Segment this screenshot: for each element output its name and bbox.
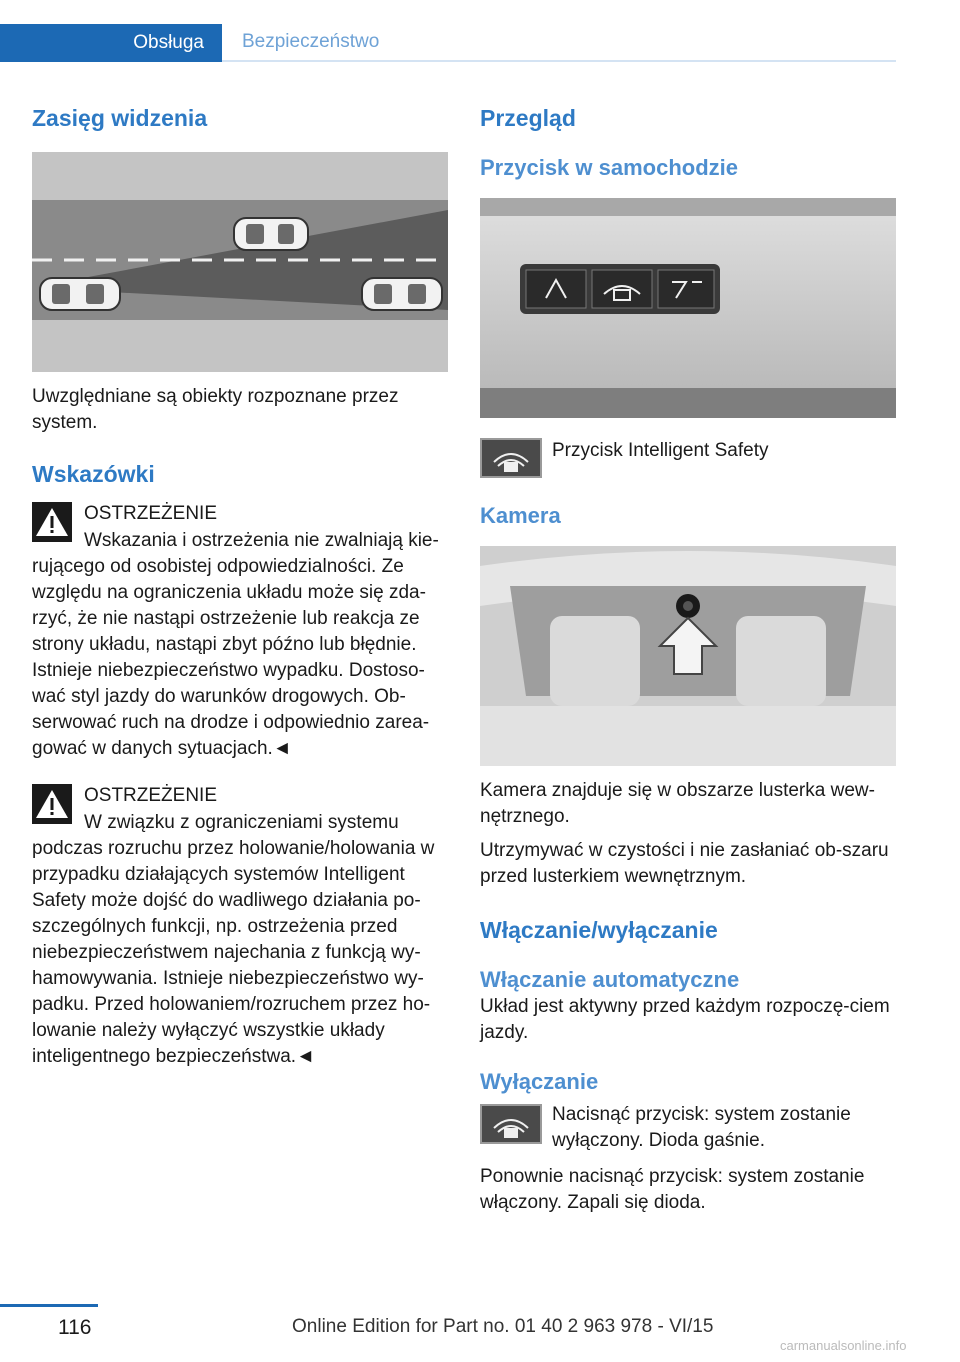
auto-on-title: Włączanie automatyczne: [480, 967, 740, 992]
notes-title: Wskazówki: [32, 461, 155, 487]
warning-1-title: OSTRZEŻENIE: [84, 503, 218, 524]
camera-figure: [480, 546, 896, 766]
warning-2-body: podczas rozruchu przez holowanie/holowania w przypadku działających systemów Intelligent Safety może dojść do wadliwego działania po-szczególnych funkcji, np. ostrzeżenia przed niebezpieczeństwem najechania z funkcją wy-hamowywania. Istnieje niebezpieczeństwo wy-padku. Przed holowaniem/rozruchem przez ho-lowanie należy wyłączyć wszystkie układy inteligentnego bezpieczeństwa.◄: [32, 838, 435, 1067]
off-text: Nacisnąć przycisk: system zostanie wyłączony. Dioda gaśnie.: [552, 1104, 851, 1151]
onoff-title: Włączanie/wyłączanie: [480, 917, 718, 943]
tab-underline: [222, 60, 896, 62]
warning-box-1: [32, 500, 448, 762]
button-in-car-title: Przycisk w samochodzie: [480, 155, 738, 180]
warning-1-body: rującego od osobistej odpowiedzialności. Ze względu na ograniczenia układu może się zda-rzyć, że nie nastąpi ostrzeżenie lub reakcja ze strony układu, nastąpi zbyt późno lub błędnie. Istnieje niebezpieczeństwo wypadku. Dostoso-wać styl jazdy do warunków drogowych. Ob-serwować ruch na drodze i odpowiednio zarea-gować w danych sytuacjach.◄: [32, 556, 430, 759]
off-button-row: [480, 1102, 896, 1154]
warning-box-2: [32, 782, 448, 1070]
section-title-zasieg: Zasięg widzenia: [32, 105, 208, 131]
chapter-tabs: [0, 24, 896, 62]
warning-1-body-start: Wskazania i ostrzeżenia nie zwalniają kie-: [84, 530, 439, 551]
intelligent-safety-button-icon: [480, 438, 542, 478]
camera-title: Kamera: [480, 503, 561, 528]
page-number: 116: [58, 1316, 92, 1339]
figure-caption: Uwzględniane są obiekty rozpoznane przez system.: [32, 386, 399, 433]
button-panel-figure: [480, 198, 896, 418]
overview-title: Przegląd: [480, 105, 576, 131]
camera-illustration: [480, 546, 896, 766]
auto-on-text: Układ jest aktywny przed każdym rozpoczę-ciem jazdy.: [480, 996, 890, 1043]
watermark: carmanualsonline.info: [780, 1338, 907, 1353]
warning-2-body-start: W związku z ograniczeniami systemu: [84, 812, 399, 833]
detection-range-illustration: [32, 152, 448, 372]
intelligent-safety-button-icon: [480, 1104, 542, 1144]
tab-obsluga[interactable]: Obsługa: [0, 24, 222, 62]
camera-text-1: Kamera znajduje się w obszarze lusterka wew-nętrznego.: [480, 780, 875, 827]
off-title: Wyłączanie: [480, 1069, 599, 1094]
warning-2-title: OSTRZEŻENIE: [84, 785, 218, 806]
edition-note: Online Edition for Part no. 01 40 2 963 978 - VI/15: [292, 1316, 714, 1337]
warning-triangle-icon: [32, 502, 72, 542]
button-panel-illustration: [480, 198, 896, 418]
footer-rule: [0, 1304, 98, 1307]
camera-text-2: Utrzymywać w czystości i nie zasłaniać ob-szaru przed lusterkiem wewnętrznym.: [480, 840, 889, 887]
tab-bezpieczenstwo[interactable]: Bezpieczeństwo: [222, 24, 896, 60]
intelligent-safety-button-row: [480, 436, 896, 480]
right-column: [480, 96, 896, 1216]
warning-triangle-icon: [32, 784, 72, 824]
detection-range-figure: [32, 152, 448, 372]
on-again-text: Ponownie nacisnąć przycisk: system zostanie włączony. Zapali się dioda.: [480, 1166, 865, 1213]
left-column: [32, 96, 448, 1070]
button-caption: Przycisk Intelligent Safety: [552, 440, 769, 461]
